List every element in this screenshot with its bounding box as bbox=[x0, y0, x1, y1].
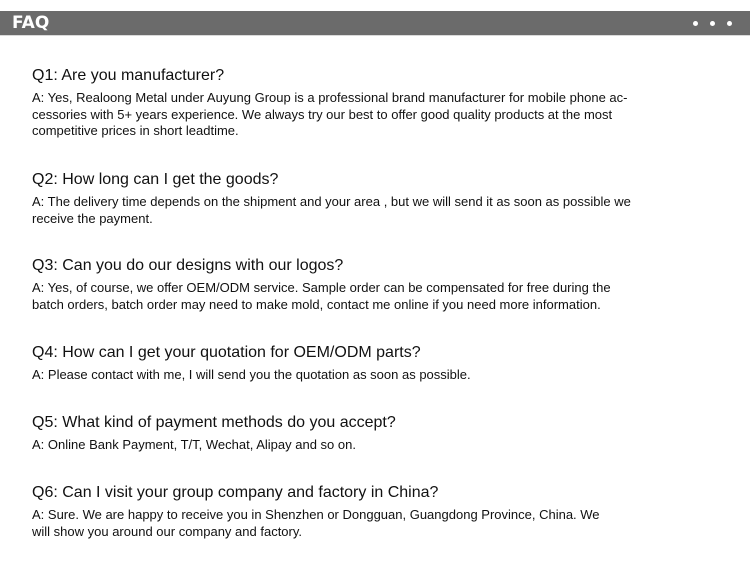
more-dots-icon bbox=[693, 21, 732, 26]
faq-question: Q5: What kind of payment methods do you accept? bbox=[32, 414, 396, 431]
page-title: FAQ bbox=[12, 13, 50, 33]
faq-item-2 bbox=[32, 170, 702, 227]
faq-header-bar bbox=[0, 11, 750, 36]
faq-question: Q2: How long can I get the goods? bbox=[32, 171, 279, 188]
dot-icon bbox=[710, 21, 715, 26]
dot-icon bbox=[727, 21, 732, 26]
faq-answer: A: Online Bank Payment, T/T, Wechat, Alipay and so on. bbox=[32, 437, 356, 452]
faq-question: Q4: How can I get your quotation for OEM/ODM parts? bbox=[32, 344, 421, 361]
faq-item-1 bbox=[32, 66, 702, 140]
faq-item-3 bbox=[32, 256, 702, 313]
faq-question: Q1: Are you manufacturer? bbox=[32, 67, 225, 84]
faq-item-5 bbox=[32, 413, 702, 454]
faq-question: Q3: Can you do our designs with our logos? bbox=[32, 257, 344, 274]
faq-answer: A: Yes, of course, we offer OEM/ODM service. Sample order can be compensated for free during the batch orders, batch order may need to make mold, contact me online if you need more information. bbox=[32, 280, 611, 312]
faq-question: Q6: Can I visit your group company and factory in China? bbox=[32, 484, 439, 501]
faq-answer: A: Please contact with me, I will send you the quotation as soon as possible. bbox=[32, 367, 471, 382]
faq-answer: A: Yes, Realoong Metal under Auyung Group is a professional brand manufacturer for mobile phone ac- cessories with 5+ years experience. We always try our best to offer good quality products at the most competitive prices in short leadtime. bbox=[32, 90, 628, 138]
faq-answer: A: The delivery time depends on the shipment and your area , but we will send it as soon as possible we receive the payment. bbox=[32, 194, 631, 226]
dot-icon bbox=[693, 21, 698, 26]
faq-item-4 bbox=[32, 343, 702, 384]
faq-item-6 bbox=[32, 483, 702, 540]
faq-answer: A: Sure. We are happy to receive you in Shenzhen or Dongguan, Guangdong Province, China. We will show you around our company and factory. bbox=[32, 507, 600, 539]
